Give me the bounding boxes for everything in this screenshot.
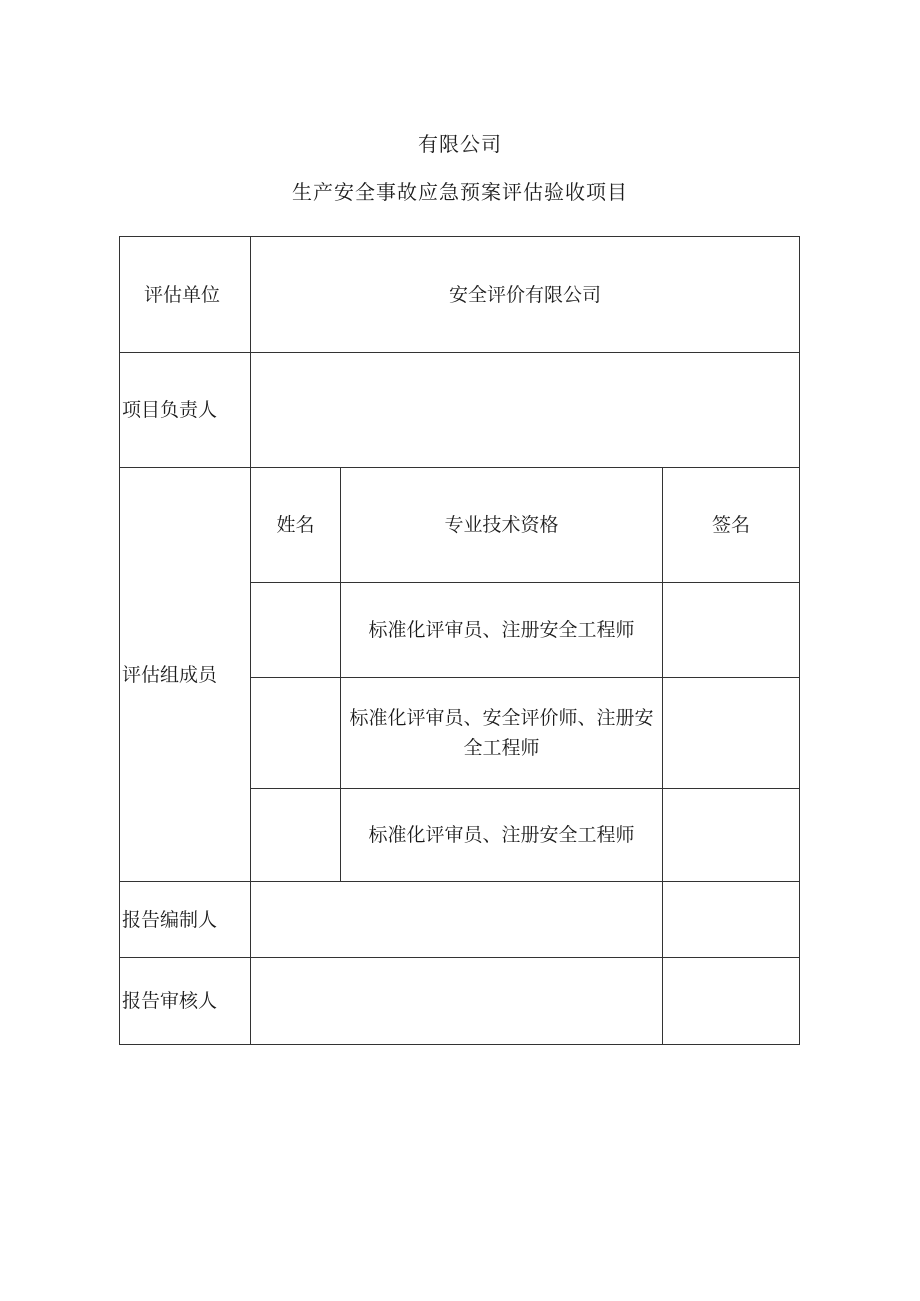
report-reviewer-value[interactable] xyxy=(251,958,663,1045)
report-author-value[interactable] xyxy=(251,882,663,958)
members-col-qualification: 专业技术资格 xyxy=(341,468,663,583)
eval-unit-row xyxy=(120,237,800,353)
company-name: 有限公司 xyxy=(418,132,502,156)
project-lead-label: 项目负责人 xyxy=(120,353,251,468)
project-lead-value[interactable] xyxy=(251,353,800,468)
eval-unit-label: 评估单位 xyxy=(120,237,251,353)
member-signature-cell[interactable] xyxy=(663,789,800,882)
report-author-row xyxy=(120,882,800,958)
member-name-cell[interactable] xyxy=(251,789,341,882)
member-name-cell[interactable] xyxy=(251,583,341,678)
members-col-name: 姓名 xyxy=(251,468,341,583)
evaluation-form-table xyxy=(119,236,800,1045)
member-qualification-cell xyxy=(341,789,663,882)
member-name-cell[interactable] xyxy=(251,678,341,789)
report-author-label: 报告编制人 xyxy=(120,882,251,958)
report-reviewer-row xyxy=(120,958,800,1045)
members-header-row xyxy=(120,468,800,583)
member-qualification-cell xyxy=(341,678,663,789)
members-col-signature: 签名 xyxy=(663,468,800,583)
eval-unit-value: 安全评价有限公司 xyxy=(251,237,800,353)
project-lead-row xyxy=(120,353,800,468)
member-qualification-text: 标准化评审员、安全评价师、注册安全工程师 xyxy=(349,707,654,759)
member-qualification-cell xyxy=(341,583,663,678)
members-label: 评估组成员 xyxy=(120,468,251,882)
report-reviewer-signature[interactable] xyxy=(663,958,800,1045)
report-reviewer-label: 报告审核人 xyxy=(120,958,251,1045)
member-signature-cell[interactable] xyxy=(663,678,800,789)
member-qualification-text: 标准化评审员、注册安全工程师 xyxy=(368,619,635,641)
member-signature-cell[interactable] xyxy=(663,583,800,678)
report-author-signature[interactable] xyxy=(663,882,800,958)
member-qualification-text: 标准化评审员、注册安全工程师 xyxy=(368,824,635,846)
document-title: 生产安全事故应急预案评估验收项目 xyxy=(292,180,628,204)
